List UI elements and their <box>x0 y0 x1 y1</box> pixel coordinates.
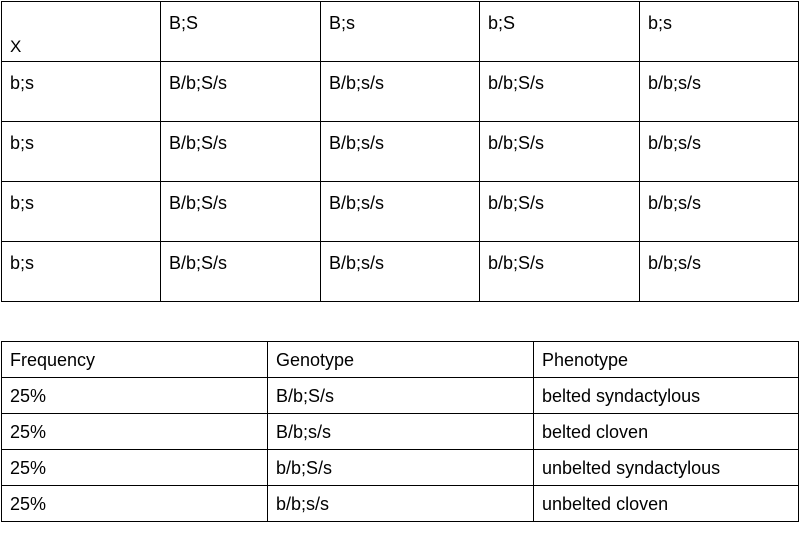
column-header: B;S <box>161 2 321 62</box>
summary-row <box>2 378 799 414</box>
genotype-cell: B/b;S/s <box>161 62 321 122</box>
frequency-cell: 25% <box>2 414 268 450</box>
row-header: b;s <box>2 182 161 242</box>
genotype-cell: B/b;s/s <box>321 122 480 182</box>
genotype-cell: b/b;S/s <box>268 450 534 486</box>
punnett-header-row <box>2 2 799 62</box>
summary-header-row <box>2 342 799 378</box>
punnett-square <box>1 1 799 302</box>
phenotype-cell: unbelted syndactylous <box>534 450 799 486</box>
row-header: b;s <box>2 242 161 302</box>
phenotype-cell: belted cloven <box>534 414 799 450</box>
genotype-cell: B/b;s/s <box>268 414 534 450</box>
punnett-row <box>2 242 799 302</box>
genotype-cell: B/b;s/s <box>321 242 480 302</box>
genotype-cell: B/b;S/s <box>268 378 534 414</box>
summary-row <box>2 486 799 522</box>
frequency-cell: 25% <box>2 378 268 414</box>
phenotype-cell: belted syndactylous <box>534 378 799 414</box>
frequency-cell: 25% <box>2 486 268 522</box>
frequency-header: Frequency <box>2 342 268 378</box>
summary-row <box>2 450 799 486</box>
summary-row <box>2 414 799 450</box>
column-header: b;s <box>640 2 799 62</box>
genotype-cell: B/b;s/s <box>321 182 480 242</box>
column-header: b;S <box>480 2 640 62</box>
phenotype-summary-table <box>1 341 799 522</box>
frequency-cell: 25% <box>2 450 268 486</box>
genotype-cell: B/b;S/s <box>161 122 321 182</box>
genotype-cell: b/b;S/s <box>480 62 640 122</box>
genotype-cell: b/b;s/s <box>640 242 799 302</box>
genotype-cell: b/b;s/s <box>268 486 534 522</box>
phenotype-cell: unbelted cloven <box>534 486 799 522</box>
punnett-row <box>2 62 799 122</box>
genotype-cell: b/b;s/s <box>640 62 799 122</box>
genotype-cell: b/b;S/s <box>480 242 640 302</box>
punnett-row <box>2 182 799 242</box>
genotype-cell: b/b;s/s <box>640 182 799 242</box>
row-header: b;s <box>2 122 161 182</box>
row-header: b;s <box>2 62 161 122</box>
genotype-cell: b/b;S/s <box>480 182 640 242</box>
genotype-header: Genotype <box>268 342 534 378</box>
column-header: B;s <box>321 2 480 62</box>
genotype-cell: b/b;S/s <box>480 122 640 182</box>
corner-cell: X <box>2 2 161 62</box>
punnett-row <box>2 122 799 182</box>
genotype-cell: B/b;S/s <box>161 242 321 302</box>
genotype-cell: B/b;s/s <box>321 62 480 122</box>
genotype-cell: B/b;S/s <box>161 182 321 242</box>
phenotype-header: Phenotype <box>534 342 799 378</box>
genotype-cell: b/b;s/s <box>640 122 799 182</box>
